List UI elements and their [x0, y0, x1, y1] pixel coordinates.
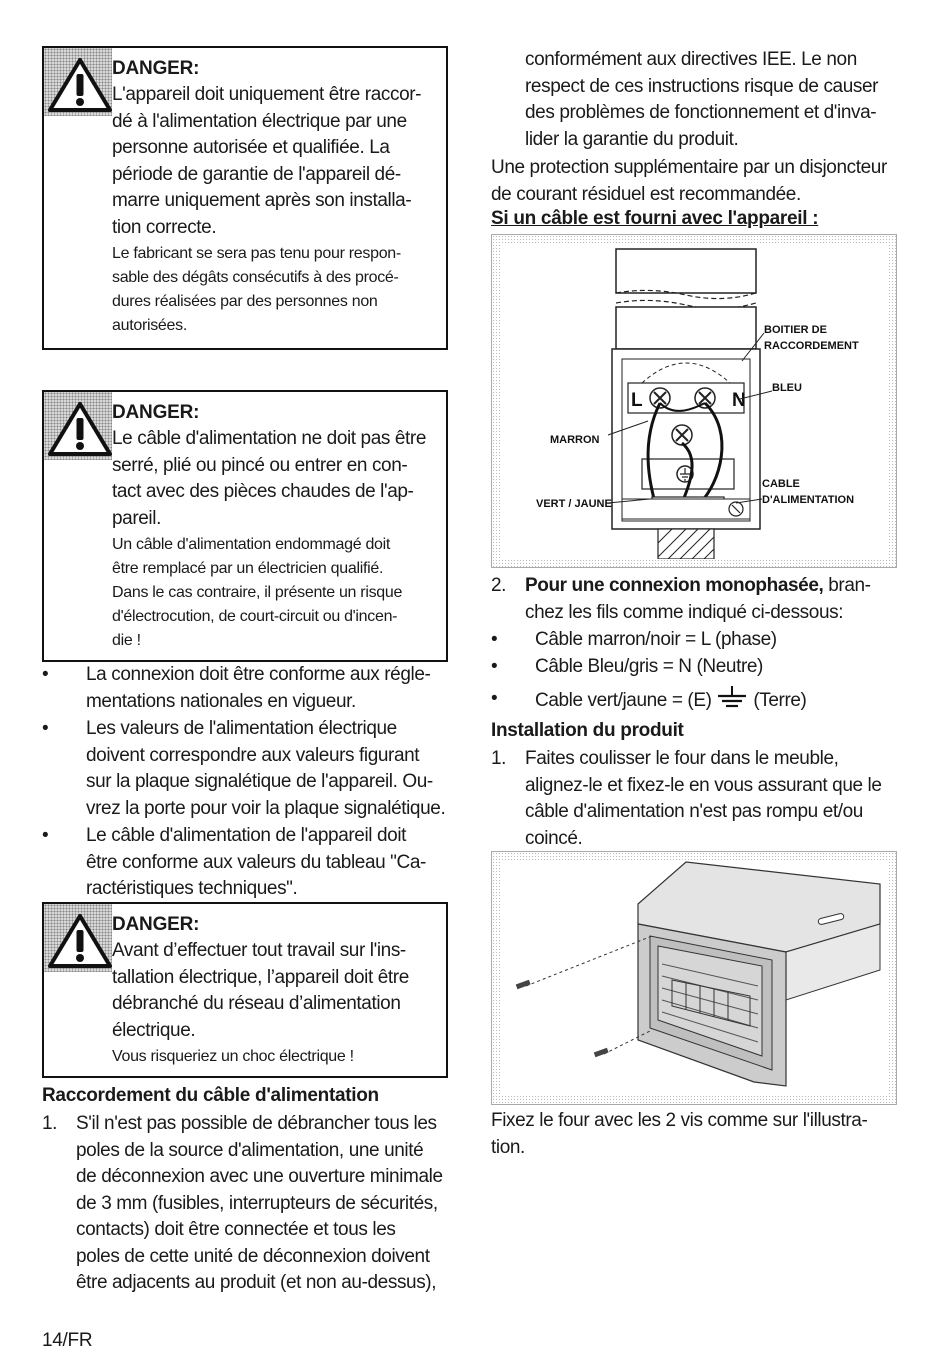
danger-box-1 [42, 46, 448, 350]
danger-note: Vous risqueriez un choc électrique ! [112, 1048, 354, 1065]
label-bleu: BLEU [772, 382, 802, 394]
bullet-dot: • [491, 656, 498, 677]
warning-triangle-icon [48, 56, 112, 114]
label-boitier: BOITIER DE [764, 324, 827, 336]
bullet-text: Le câble d'alimentation de l'appareil doit être conforme aux valeurs du tableau "Ca- ractéristiques techniques". [86, 825, 426, 899]
danger-note: Un câble d'alimentation endommagé doit être remplacé par un électricien qualifié. Dans le cas contraire, il présente un risque d'électrocution, de court-circuit ou d'incen- die ! [112, 536, 403, 649]
danger-body: L'appareil doit uniquement être raccor- dé à l'alimentation électrique par une personne autorisée et qualifiée. La période de garantie de l'appareil dé- marre uniquement après son installa- tion correcte. [112, 84, 422, 238]
wiring-diagram [491, 234, 897, 568]
item-line2: chez les fils comme indiqué ci-dessous: [525, 601, 844, 623]
terminal-screw-icon [672, 425, 692, 445]
caption-lines: Fixez le four avec les 2 vis comme sur l'illustra- tion. [491, 1110, 868, 1158]
figure-caption [491, 1108, 911, 1161]
earth-prefix: Cable vert/jaune = (E) [535, 690, 712, 711]
oven-svg [500, 860, 888, 1096]
danger-content [112, 400, 442, 653]
item-text [525, 573, 871, 626]
bullet-text: Câble marron/noir = L (phase) [535, 629, 777, 650]
diagram-canvas [500, 243, 888, 559]
screw-icon [516, 980, 531, 989]
danger-content [112, 56, 442, 338]
danger-body: Avant d’effectuer tout travail sur l'ins- tallation électrique, l’appareil doit être débranché du réseau d’alimentation électrique. [112, 940, 409, 1041]
clamp-screw-icon [729, 502, 743, 516]
oven-canvas [500, 860, 888, 1096]
item-text: S'il n'est pas possible de débrancher tous les poles de la source d'alimentation, une unité de déconnexion avec une ouverture minimale de 3 mm (fusibles, interrupteurs de sécurités, contacts) doit être connectée et tous les poles de cette unité de déconnexion doivent être adjacents au produit (et non au-dessus), [76, 1113, 443, 1293]
protection-text [491, 155, 911, 208]
item-text: Faites coulisser le four dans le meuble, alignez-le et fixez-le en vous assurant que le câble d'alimentation n'est pas rompu et/ou coincé. [525, 748, 882, 849]
label-vert-jaune: VERT / JAUNE [536, 498, 612, 510]
label-marron: MARRON [550, 434, 600, 446]
danger-content [112, 912, 442, 1069]
item-number: 1. [491, 748, 507, 769]
danger-body: Le câble d'alimentation ne doit pas être serré, plié ou pincé ou entrer en con- tact avec des pièces chaudes de l'ap- pareil. [112, 428, 427, 529]
danger-note: Le fabricant se sera pas tenu pour respon- sable des dégâts consécutifs à des procé- dures réalisées par des personnes non autorisées. [112, 245, 401, 334]
warning-triangle-icon [48, 912, 112, 970]
page-number: 14/FR [42, 1330, 93, 1351]
label-raccordement: RACCORDEMENT [764, 340, 859, 352]
protection-lines: Une protection supplémentaire par un disjoncteur de courant résiduel est recommandée. [491, 157, 887, 205]
label-alimentation: D'ALIMENTATION [762, 494, 855, 506]
bullet-text: La connexion doit être conforme aux régle- mentations nationales en vigueur. [86, 664, 431, 712]
danger-box-2 [42, 390, 448, 662]
bullet-dot: • [42, 718, 49, 739]
oven-illustration [491, 851, 897, 1105]
danger-box-3 [42, 902, 448, 1078]
item-rest: bran- [823, 575, 871, 596]
item-number: 2. [491, 575, 507, 596]
screw-icon [594, 1048, 609, 1057]
bullet-dot: • [42, 825, 49, 846]
bullet-dot: • [42, 664, 49, 685]
bullet-dot: • [491, 629, 498, 650]
earth-suffix: (Terre) [753, 690, 807, 711]
cable-heading-text: Si un câble est fourni avec l'appareil : [491, 208, 819, 229]
wiring-svg [500, 243, 888, 559]
section-heading-installation: Installation du produit [491, 720, 684, 741]
danger-title: DANGER: [112, 402, 200, 423]
continuation-lines: conformément aux directives IEE. Le non respect de ces instructions risque de causer des problèmes de fonctionnement et d'inva- lider la garantie du produit. [525, 49, 879, 150]
earth-symbol-icon [716, 686, 748, 710]
terminal-l-label: L [631, 390, 643, 411]
bullet-dot: • [491, 688, 498, 709]
item-bold: Pour une connexion monophasée, [525, 575, 824, 596]
cable-heading [491, 208, 818, 230]
danger-title: DANGER: [112, 58, 200, 79]
terminal-n-label: N [732, 390, 746, 411]
bullet-text: Les valeurs de l'alimentation électrique doivent correspondre aux valeurs figurant sur la plaque signalétique de l'appareil. Ou- vrez la porte pour voir la plaque signalétique. [86, 718, 446, 819]
bullet-text: Câble Bleu/gris = N (Neutre) [535, 656, 763, 677]
danger-title: DANGER: [112, 914, 200, 935]
bullet-text [535, 686, 806, 715]
warning-triangle-icon [48, 400, 112, 458]
label-cable: CABLE [762, 478, 800, 490]
item-number: 1. [42, 1113, 58, 1134]
section-heading-raccordement: Raccordement du câble d'alimentation [42, 1085, 379, 1106]
